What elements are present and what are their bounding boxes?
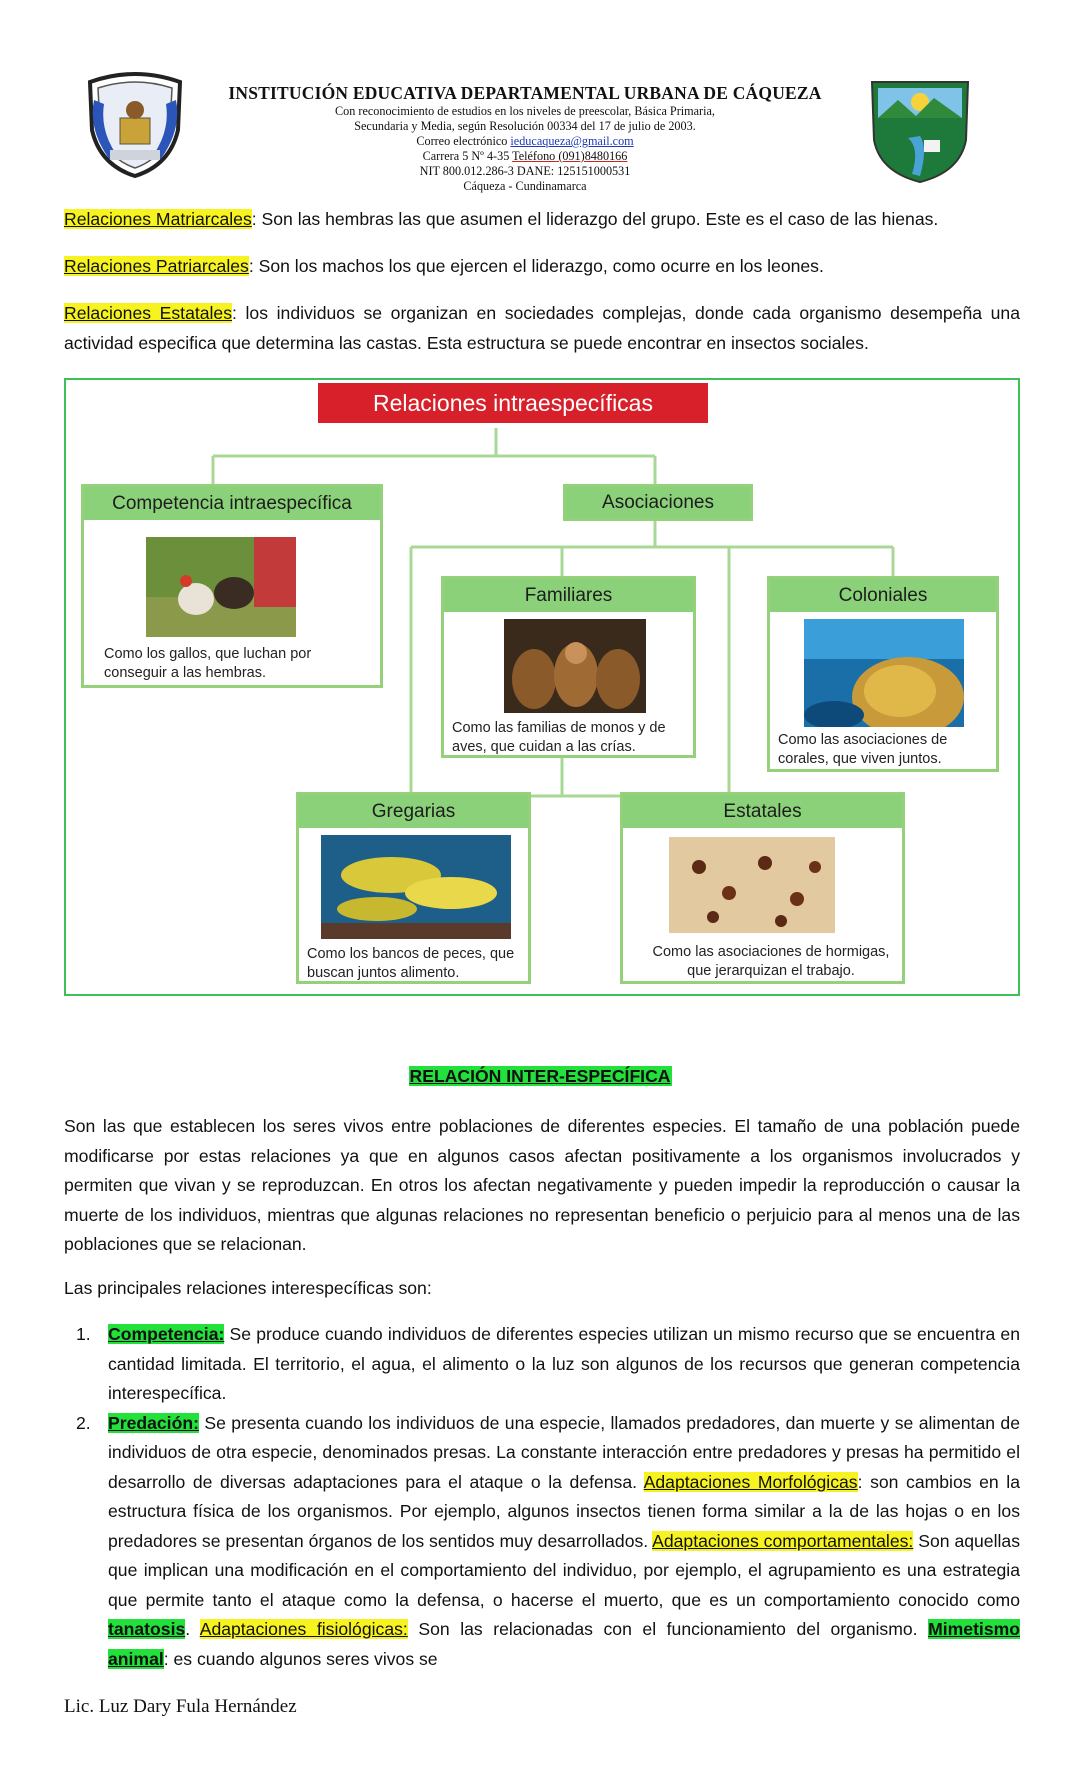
letterhead-nit: NIT 800.012.286-3 DANE: 125151000531 <box>419 164 631 178</box>
relations-list <box>64 1320 1020 1674</box>
list-text: : son cambios en la estructura física de los organismos. Por ejemplo, algunos insectos tienen forma similar a la de las hojas o en los predadores se presentan órganos de los sentidos muy desarrollados. <box>108 1471 1020 1551</box>
box-caption: Como los gallos, que luchan por conseguir a las hembras. <box>104 646 312 681</box>
fish-school-photo-icon <box>321 835 511 939</box>
list-text: Son aquellas que implican una modificación en el comportamiento del individuo, por ejemplo, el agrupamiento es una estrategia que permite tanto el ataque como la defensa, o hacerse el muerto, que es un comportamiento conocido como <box>108 1530 1020 1610</box>
box-title: Familiares <box>444 579 693 612</box>
box-title: Competencia intraespecífica <box>84 487 380 520</box>
box-title: Gregarias <box>299 795 528 828</box>
box-coloniales <box>767 576 999 772</box>
intraspecific-relations-diagram <box>64 378 1020 996</box>
diagram-root-label: Relaciones intraespecíficas <box>373 390 653 416</box>
list-item <box>64 1320 1020 1409</box>
box-familiares <box>441 576 696 758</box>
list-text: : es cuando algunos seres vivos se <box>163 1648 438 1669</box>
paragraph-text: : Son las hembras las que asumen el liderazgo del grupo. Este es el caso de las hienas. <box>251 209 939 229</box>
paragraph-text: : los individuos se organizan en sociedades complejas, donde cada organismo desempeña una actividad especifica que determina las castas. Esta estructura se puede encontrar en insectos sociales. <box>64 303 1020 353</box>
footer-author: Lic. Luz Dary Fula Hernández <box>64 1696 297 1717</box>
address: Carrera 5 Nº 4-35 <box>422 149 513 163</box>
monkeys-photo-icon <box>504 619 646 713</box>
box-estatales <box>620 792 905 984</box>
term-highlight: Relaciones Patriarcales <box>64 256 249 276</box>
box-caption: Como los bancos de peces, que buscan juntos alimento. <box>307 946 515 981</box>
paragraph-patriarcales <box>64 252 1020 282</box>
list-text: Son las relacionadas con el funcionamiento del organismo. <box>407 1619 929 1639</box>
term-highlight: Predación: <box>108 1412 199 1433</box>
term-highlight: Competencia: <box>108 1324 225 1344</box>
term-highlight: Adaptaciones comportamentales: <box>652 1530 914 1551</box>
letterhead-line: Con reconocimiento de estudios en los niveles de preescolar, Básica Primaria, <box>335 104 715 118</box>
box-caption: Como las asociaciones de hormigas, que jerarquizan el trabajo. <box>652 944 890 979</box>
paragraph-text: : Son los machos los que ejercen el liderazgo, como ocurre en los leones. <box>248 256 824 276</box>
term-highlight: Adaptaciones Morfológicas <box>643 1471 858 1492</box>
roosters-photo-icon <box>146 537 296 637</box>
list-number: 2. <box>76 1412 91 1433</box>
phone-number: (091)8480166 <box>555 149 628 163</box>
list-number: 1. <box>76 1324 91 1344</box>
institution-name: INSTITUCIÓN EDUCATIVA DEPARTAMENTAL URBANA DE CÁQUEZA <box>228 83 822 103</box>
letterhead-address-line <box>200 149 850 164</box>
list-text: Se presenta cuando los individuos de una especie, llamados predadores, dan muerte y se alimentan de individuos de otra especie, denominados presas. La constante interacción entre predadores y presas ha permitido el desarrollo de diversas adaptaciones para el ataque o la defensa. <box>108 1412 1020 1492</box>
letterhead-email-line <box>200 134 850 149</box>
box-title: Coloniales <box>770 579 996 612</box>
coral-photo-icon <box>804 619 964 727</box>
box-caption: Como las asociaciones de corales, que viven juntos. <box>778 732 948 767</box>
term-highlight: Adaptaciones fisiológicas: <box>199 1619 408 1639</box>
letterhead-line: Secundaria y Media, según Resolución 00334 del 17 de julio de 2003. <box>354 119 696 133</box>
section-title-text: RELACIÓN INTER-ESPECÍFICA <box>409 1066 671 1086</box>
term-highlight: tanatosis <box>108 1619 186 1639</box>
term-highlight: Mimetismo animal <box>108 1619 1020 1669</box>
letterhead-text <box>200 83 850 194</box>
municipal-shield-icon <box>868 78 972 184</box>
ants-photo-icon <box>669 837 835 933</box>
phone-label: Teléfono <box>512 149 556 163</box>
box-title: Asociaciones <box>566 487 750 518</box>
list-item <box>64 1409 1020 1675</box>
letterhead <box>0 60 1080 200</box>
box-gregarias <box>296 792 531 984</box>
box-asociaciones <box>563 484 753 521</box>
diagram-root <box>318 383 708 423</box>
list-text: Se produce cuando individuos de diferentes especies utilizan un mismo recurso que se encuentra en cantidad limitada. El territorio, el agua, el alimento o la luz son algunos de los recursos que generan competencia interespecífica. <box>108 1324 1020 1403</box>
letterhead-city: Cáqueza - Cundinamarca <box>463 179 587 193</box>
box-title: Estatales <box>623 795 902 828</box>
email-link[interactable]: ieducaqueza@gmail.com <box>510 134 634 148</box>
section-intro: Son las que establecen los seres vivos entre poblaciones de diferentes especies. El tamaño de una población puede modificarse por estas relaciones ya que en algunos casos afectan positivamente a los organismos involucrados y permiten que vivan y se reproduzcan. En otros los afectan negativamente y pueden impedir la reproducción o causar la muerte de los individuos, mientras que algunas relaciones no representan beneficio o perjuicio para al menos una de las poblaciones que se relacionan. <box>64 1116 1020 1254</box>
section-title <box>0 1066 1080 1087</box>
box-competencia <box>81 484 383 688</box>
list-intro: Las principales relaciones interespecíficas son: <box>64 1278 432 1298</box>
paragraph-matriarcales <box>64 205 1020 235</box>
term-highlight: Relaciones Matriarcales <box>64 209 252 229</box>
school-crest-icon <box>80 70 190 178</box>
box-caption: Como las familias de monos y de aves, que cuidan a las crías. <box>452 720 666 755</box>
term-highlight: Relaciones Estatales <box>64 303 233 323</box>
email-label: Correo electrónico <box>416 134 511 148</box>
list-text: . <box>185 1619 200 1639</box>
paragraph-estatales <box>64 299 1020 358</box>
